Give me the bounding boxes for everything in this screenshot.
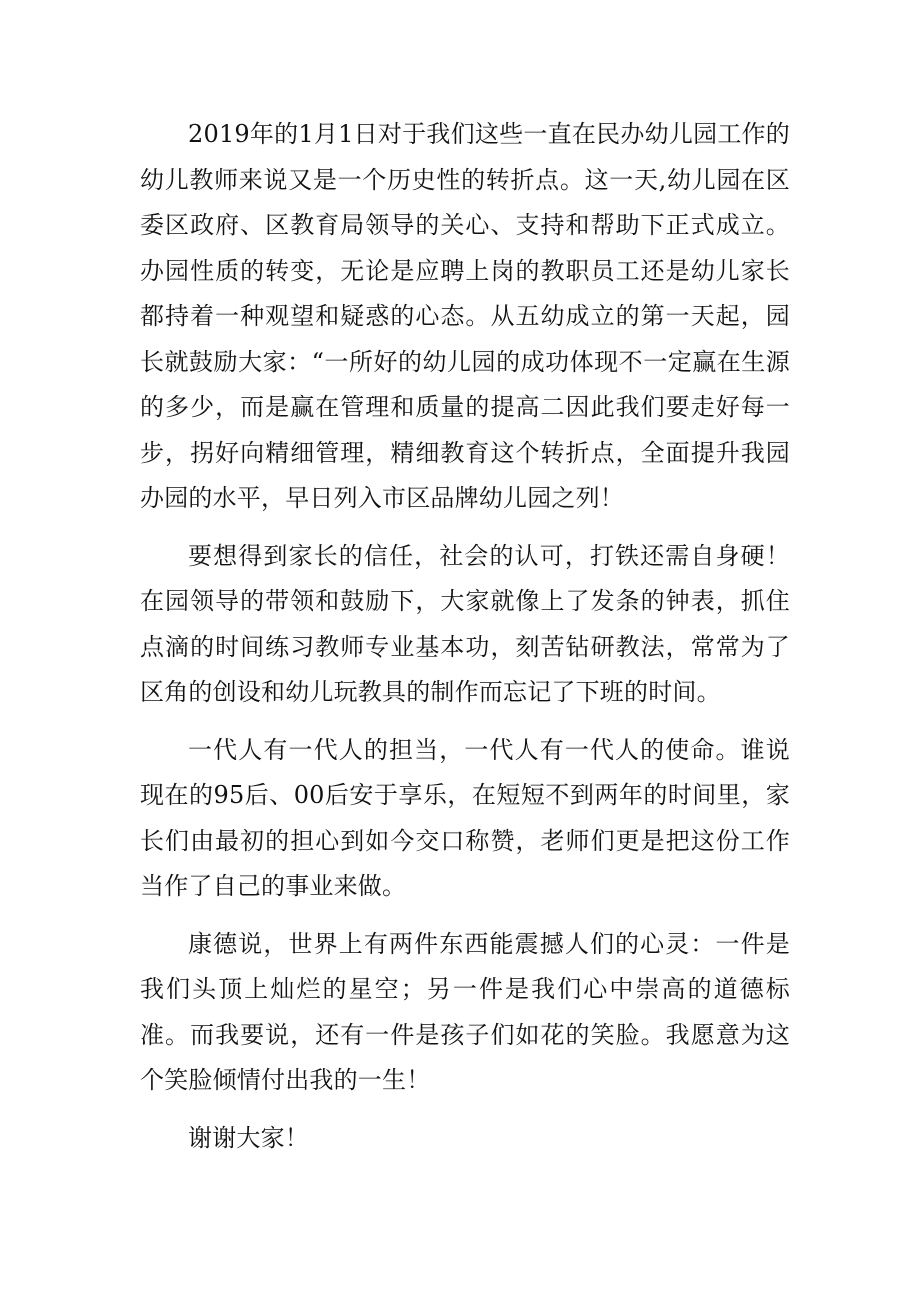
closing-line: 谢谢大家！ <box>188 1123 309 1152</box>
paragraph-4: 康德说，世界上有两件东西能震撼人们的心灵：一件是我们头顶上灿烂的星空；另一件是我们心中崇高的道德标准。而我要说，还有一件是孩子们如花的笑脸。我愿意为这个笑脸倾情付出我的一生！ <box>140 929 790 1094</box>
paragraph-3: 一代人有一代人的担当，一代人有一代人的使命。谁说现在的95后、00后安于享乐，在短短不到两年的时间里，家长们由最初的担心到如今交口称赞，老师们更是把这份工作当作了自己的事业来做。 <box>140 735 790 900</box>
paragraph-2: 要想得到家长的信任，社会的认可，打铁还需自身硬！在园领导的带领和鼓励下，大家就像上了发条的钟表，抓住点滴的时间练习教师专业基本功，刻苦钻研教法，常常为了区角的创设和幼儿玩教具的制作而忘记了下班的时间。 <box>140 541 790 706</box>
document-body <box>140 112 790 1161</box>
paragraph-1: 2019年的1月1日对于我们这些一直在民办幼儿园工作的幼儿教师来说又是一个历史性的转折点。这一天,幼儿园在区委区政府、区教育局领导的关心、支持和帮助下正式成立。办园性质的转变，无论是应聘上岗的教职员工还是幼儿家长都持着一种观望和疑惑的心态。从五幼成立的第一天起，园长就鼓励大家：“一所好的幼儿园的成功体现不一定赢在生源的多少，而是赢在管理和质量的提高二因此我们要走好每一步，拐好向精细管理，精细教育这个转折点，全面提升我园办园的水平，早日列入市区品牌幼儿园之列！ <box>140 120 790 512</box>
